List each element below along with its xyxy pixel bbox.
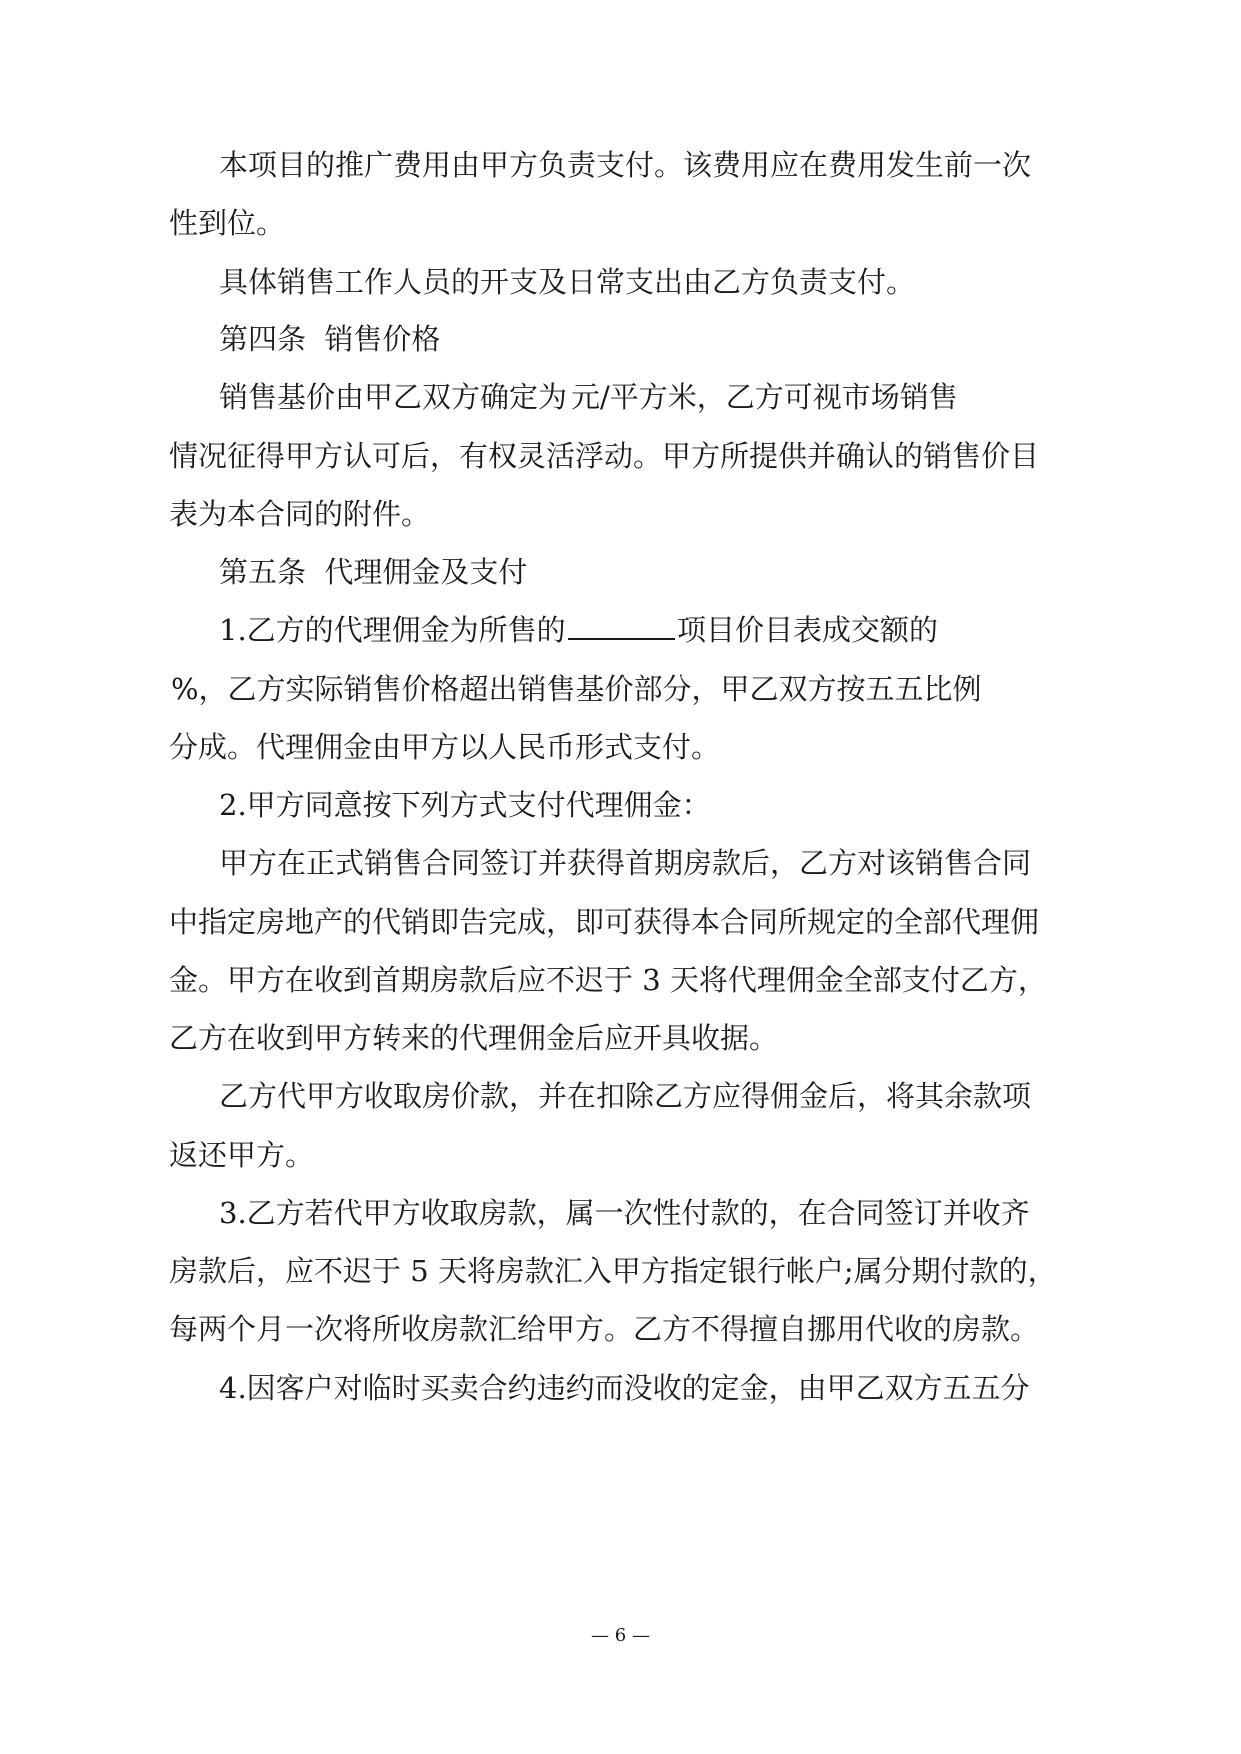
text-line: 每两个月一次将所收房款汇给甲方。乙方不得擅自挪用代收的房款。 <box>169 1312 1040 1346</box>
text-line: 房款后，应不迟于 5 天将房款汇入甲方指定银行帐户;属分期付款的， <box>169 1254 1057 1288</box>
text-line: %，乙方实际销售价格超出销售基价部分，甲乙双方按五五比例 <box>171 672 982 706</box>
text-line: 本项目的推广费用由甲方负责支付。该费用应在费用发生前一次 <box>219 148 1032 182</box>
text-line: 乙方代甲方收取房价款，并在扣除乙方应得佣金后，将其余款项 <box>219 1079 1032 1113</box>
text-line: 乙方在收到甲方转来的代理佣金后应开具收据。 <box>169 1021 779 1055</box>
text-line: 情况征得甲方认可后，有权灵活浮动。甲方所提供并确认的销售价目 <box>169 439 1040 473</box>
text-line: 2.甲方同意按下列方式支付代理佣金： <box>219 788 711 822</box>
page-number: — 6 — <box>591 1625 650 1646</box>
text-line: 金。甲方在收到首期房款后应不迟于 3 天将代理佣金全部支付乙方， <box>169 963 1047 997</box>
text-line: 销售基价由甲乙双方确定为 元/平方米，乙方可视市场销售 <box>219 380 958 414</box>
section-heading: 第五条 代理佣金及支付 <box>219 555 528 589</box>
text-line: 3.乙方若代甲方收取房款，属一次性付款的，在合同签订并收齐 <box>219 1196 1030 1230</box>
fill-in-blank <box>568 637 675 640</box>
text-line: 1.乙方的代理佣金为所售的 项目价目表成交额的 <box>219 613 938 647</box>
text-line: 表为本合同的附件。 <box>169 497 431 531</box>
text-line: 中指定房地产的代销即告完成，即可获得本合同所规定的全部代理佣 <box>169 905 1040 939</box>
text-line: 返还甲方。 <box>169 1138 315 1172</box>
text-line: 具体销售工作人员的开支及日常支出由乙方负责支付。 <box>219 265 916 299</box>
text-line: 4.因客户对临时买卖合约违约而没收的定金，由甲乙双方五五分 <box>219 1371 1030 1405</box>
text-line: 甲方在正式销售合同签订并获得首期房款后，乙方对该销售合同 <box>219 846 1032 880</box>
text-line: 性到位。 <box>169 206 286 240</box>
text-line: 分成。代理佣金由甲方以人民币形式支付。 <box>169 730 721 764</box>
section-heading: 第四条 销售价格 <box>219 322 441 356</box>
